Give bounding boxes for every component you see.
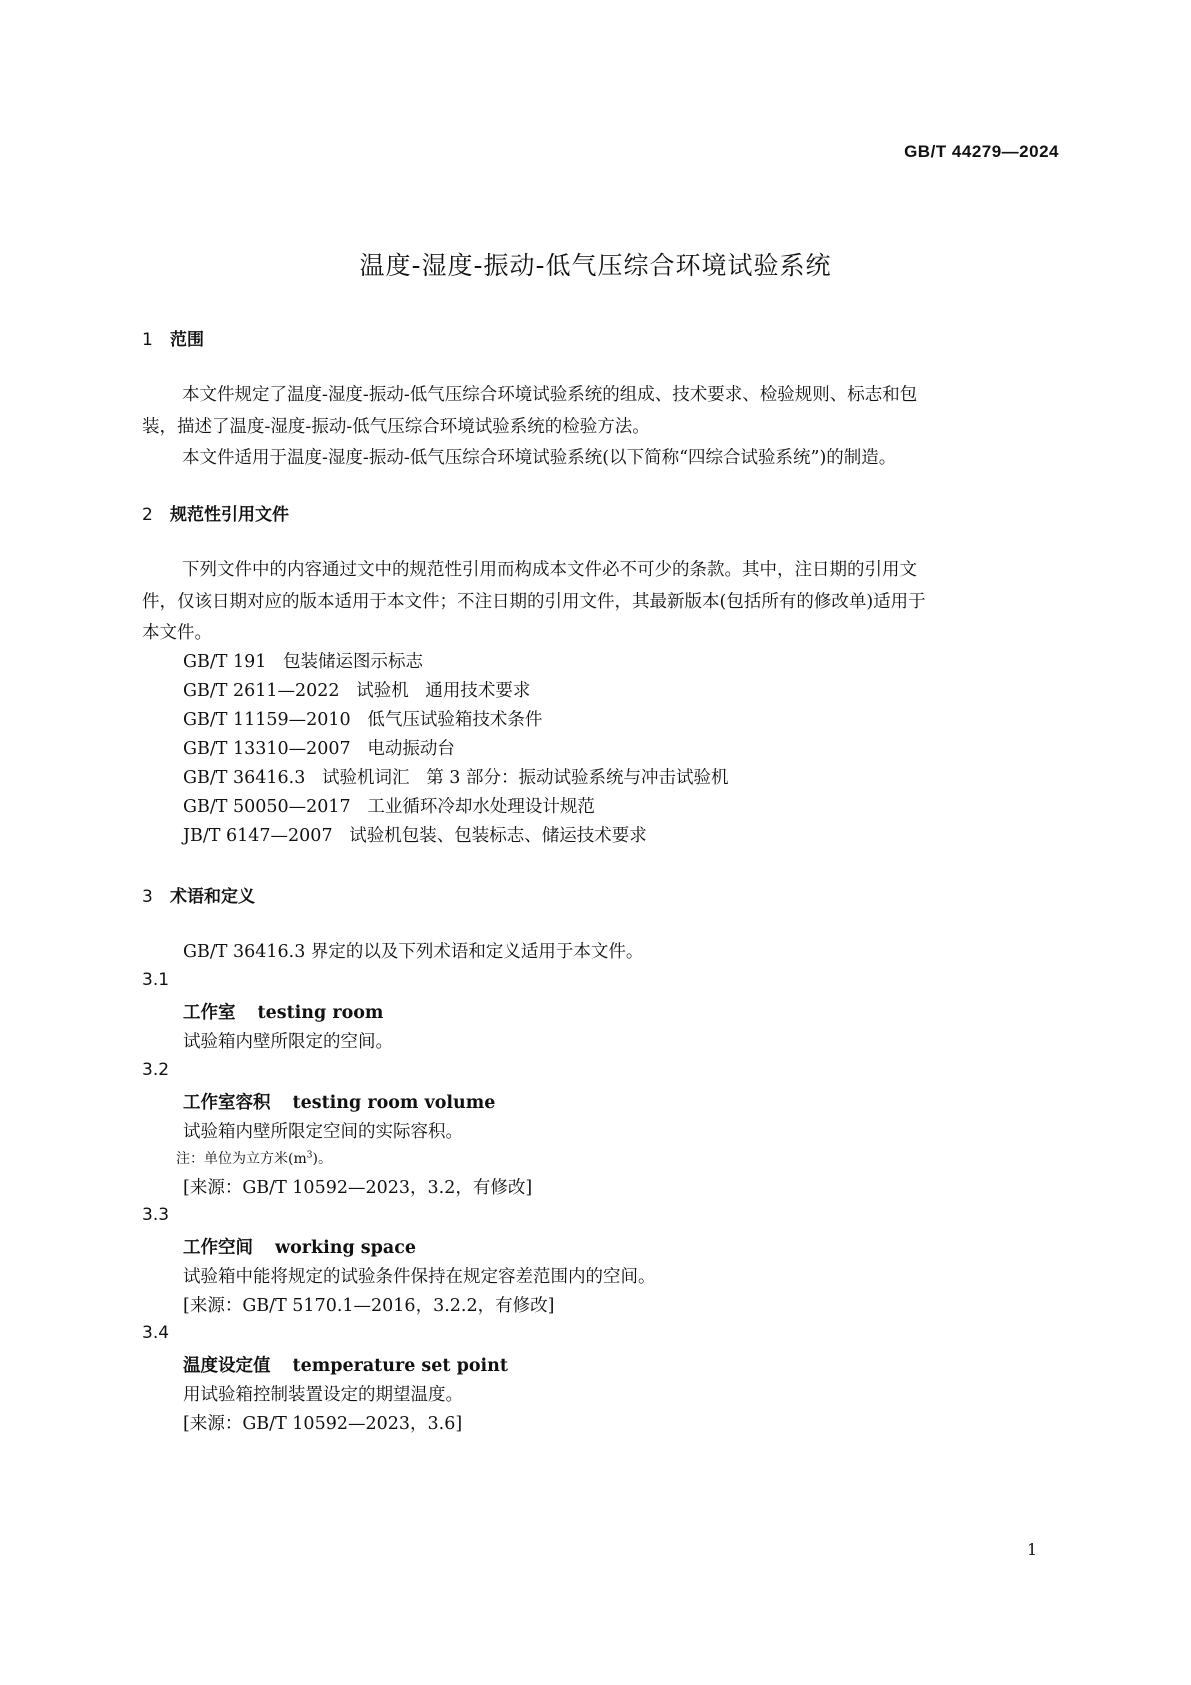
term-definition: 用试验箱控制装置设定的期望温度。 <box>183 1385 463 1405</box>
term-title <box>183 1352 508 1377</box>
text-line: 件，仅该日期对应的版本适用于本文件；不注日期的引用文件，其最新版本(包括所有的修改单)适用于 <box>142 591 926 612</box>
reference-item: GB/T 11159—2010 低气压试验箱技术条件 <box>183 710 543 730</box>
text-line: 本文件适用于温度-湿度-振动-低气压综合环境试验系统(以下简称“四综合试验系统”)的制造。 <box>182 448 897 468</box>
term-title <box>183 1234 416 1259</box>
reference-item: GB/T 50050—2017 工业循环冷却水处理设计规范 <box>183 797 595 817</box>
term-number: 3.1 <box>142 970 170 990</box>
term-chinese: 工作室 <box>183 1003 236 1023</box>
term-source: [来源：GB/T 10592—2023，3.6] <box>183 1414 463 1434</box>
note-text: 注：单位为立方米(m <box>176 1151 307 1167</box>
term-english: temperature set point <box>292 1356 508 1376</box>
section-number: 3 <box>142 887 153 907</box>
section-title: 范围 <box>170 330 204 350</box>
text-line: 下列文件中的内容通过文中的规范性引用而构成本文件必不可少的条款。其中，注日期的引用文 <box>182 560 917 580</box>
text-line: 本文件规定了温度-湿度-振动-低气压综合环境试验系统的组成、技术要求、检验规则、标志和包 <box>182 385 918 405</box>
section-number: 2 <box>142 505 153 525</box>
section-1-heading <box>142 325 204 350</box>
section-number: 1 <box>142 330 153 350</box>
term-number: 3.2 <box>142 1060 170 1080</box>
page-number: 1 <box>1027 1540 1038 1559</box>
term-number: 3.3 <box>142 1205 170 1225</box>
term-chinese: 工作室容积 <box>183 1093 271 1113</box>
text-line: 装，描述了温度-湿度-振动-低气压综合环境试验系统的检验方法。 <box>142 416 650 437</box>
term-english: testing room volume <box>292 1093 496 1113</box>
reference-item: GB/T 36416.3 试验机词汇 第 3 部分：振动试验系统与冲击试验机 <box>183 768 729 788</box>
section-2-heading <box>142 500 289 525</box>
term-chinese: 温度设定值 <box>183 1356 271 1376</box>
section-1-paragraph <box>142 380 1062 475</box>
note-text: )。 <box>312 1151 332 1167</box>
term-chinese: 工作空间 <box>183 1238 253 1258</box>
note-superscript: 3 <box>306 1150 313 1161</box>
term-source: [来源：GB/T 10592—2023，3.2，有修改] <box>183 1178 533 1198</box>
term-definition: 试验箱内壁所限定空间的实际容积。 <box>183 1122 463 1142</box>
term-english: working space <box>275 1238 416 1258</box>
section-title: 规范性引用文件 <box>170 505 289 525</box>
standard-code: GB/T 44279—2024 <box>904 142 1059 161</box>
document-title: 温度-湿度-振动-低气压综合环境试验系统 <box>359 251 832 280</box>
section-title: 术语和定义 <box>170 887 255 907</box>
term-title <box>183 1089 495 1114</box>
section-3-intro: GB/T 36416.3 界定的以及下列术语和定义适用于本文件。 <box>183 942 644 962</box>
section-3-heading <box>142 882 255 907</box>
reference-item: JB/T 6147—2007 试验机包装、包装标志、储运技术要求 <box>183 826 647 846</box>
text-line: 本文件。 <box>142 623 212 643</box>
reference-item: GB/T 191 包装储运图示标志 <box>183 652 424 672</box>
term-note <box>176 1148 332 1168</box>
section-2-paragraph <box>142 555 1062 650</box>
reference-item: GB/T 2611—2022 试验机 通用技术要求 <box>183 681 531 701</box>
term-source: [来源：GB/T 5170.1—2016，3.2.2，有修改] <box>183 1296 555 1316</box>
term-definition: 试验箱中能将规定的试验条件保持在规定容差范围内的空间。 <box>183 1267 656 1287</box>
term-english: testing room <box>257 1003 384 1023</box>
term-title <box>183 999 383 1024</box>
term-definition: 试验箱内壁所限定的空间。 <box>183 1032 393 1052</box>
reference-item: GB/T 13310—2007 电动振动台 <box>183 739 455 759</box>
term-number: 3.4 <box>142 1323 170 1343</box>
